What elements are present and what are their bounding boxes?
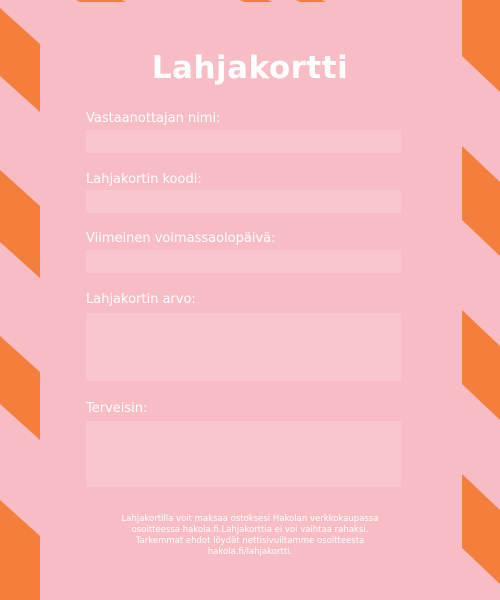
gift-card-code-label: Lahjakortin koodi:: [86, 172, 202, 187]
terms-line-2: osoitteessa hakola.fi.Lahjakorttia ei voi vaihtaa rahaksi.: [131, 525, 369, 535]
gift-card-value-label: Lahjakortin arvo:: [86, 292, 196, 307]
greetings-label: Terveisin:: [86, 401, 148, 416]
terms-text: [100, 514, 400, 558]
recipient-name-field[interactable]: [86, 130, 401, 153]
gift-card-title: Lahjakortti: [151, 50, 349, 86]
terms-line-3: Tarkemmat ehdot löydät nettisivuiltamme osoitteesta: [135, 536, 365, 546]
greetings-field[interactable]: [86, 421, 401, 487]
gift-card-value-field[interactable]: [86, 313, 401, 381]
gift-card-code-field[interactable]: [86, 190, 401, 213]
recipient-name-label: Vastaanottajan nimi:: [86, 111, 221, 126]
expiry-date-label: Viimeinen voimassaolopäivä:: [86, 231, 276, 246]
terms-line-4: hakola.fi/lahjakortti.: [207, 547, 293, 557]
terms-line-1: Lahjakortilla voit maksaa ostoksesi Hakolan verkkokaupassa: [121, 514, 379, 524]
expiry-date-field[interactable]: [86, 250, 401, 273]
